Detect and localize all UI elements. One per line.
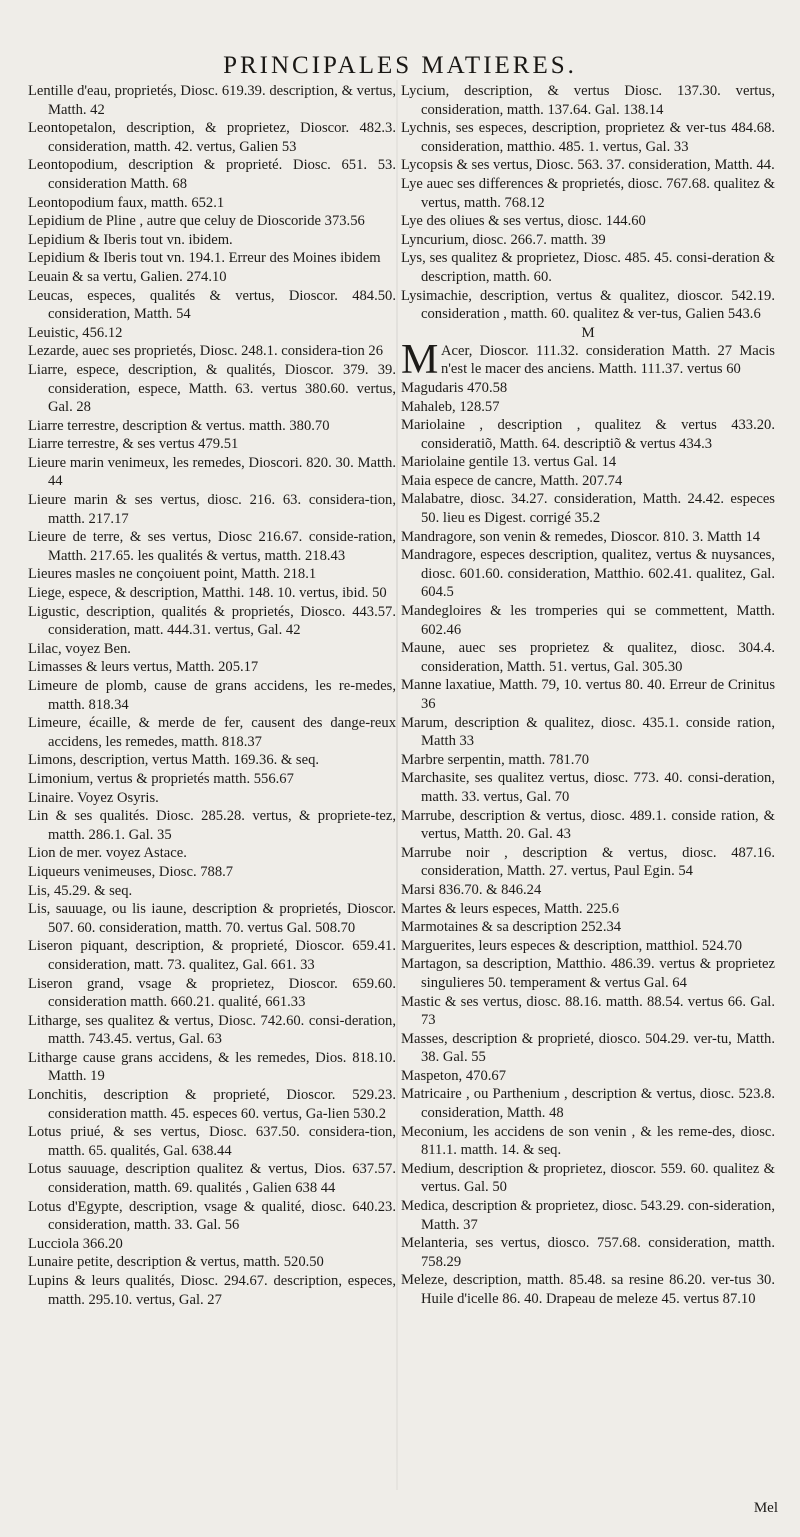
index-entry: Masses, description & proprieté, diosco. 504.29. ver-tu, Matth. 38. Gal. 55 [401,1030,775,1066]
index-entry: Lunaire petite, description & vertus, matth. 520.50 [28,1254,324,1271]
index-entry: Marum, description & qualitez, diosc. 435.1. conside ration, Matth 33 [401,714,775,750]
page-header: PRINCIPALES MATIERES. [223,52,577,79]
dropcap-entry-text: Acer, Dioscor. 111.32. consideration Matth. 27 Macis n'est le macer des anciens. Matth. 111.37. vertus 60 [441,342,775,378]
index-entry: Leontopetalon, description, & proprietez, Dioscor. 482.3. consideration, matth. 42. vertus, Galien 53 [28,120,396,155]
index-entry: Martes & leurs especes, Matth. 225.6 [401,900,620,917]
index-entry: Liarre, espece, description, & qualités, Dioscor. 379. 39. consideration, espece, Matth. 63. vertus 380.60. vertus, Gal. 28 [28,361,396,416]
index-entry: Mahaleb, 128.57 [401,398,500,415]
index-entry: Mariolaine gentile 13. vertus Gal. 14 [401,454,617,471]
index-entry: Lys, ses qualitez & proprietez, Diosc. 485. 45. consi-deration & description, matth. 60. [401,250,775,285]
index-entry: Lyncurium, diosc. 266.7. matth. 39 [401,231,606,248]
index-entry: Limasses & leurs vertus, Matth. 205.17 [28,659,259,676]
index-entry: Mandragore, especes description, qualitez, vertus & nuysances, diosc. 601.60. consideration, Matthio. 602.41. qualitez, Gal. 604.5 [401,547,775,601]
index-entry: Meleze, description, matth. 85.48. sa resine 86.20. ver-tus 30. Huile d'icelle 86. 40. Drapeau de meleze 45. vertus 87.10 [401,1272,775,1307]
index-entry: Lysimachie, description, vertus & qualitez, dioscor. 542.19. consideration , matth. 60. qualitez & ver-tus, Galien 543.6 [401,287,775,323]
index-entry: Liseron piquant, description, & proprieté, Dioscor. 659.41. consideration, matt. 73. qualitez, Gal. 661. 33 [28,938,396,973]
index-entry: Lotus d'Egypte, description, vsage & qualité, diosc. 640.23. consideration, matth. 33. Gal. 56 [28,1198,396,1234]
index-entry: Liqueurs venimeuses, Diosc. 788.7 [28,863,234,880]
index-entry: Maia espece de cancre, Matth. 207.74 [401,472,623,489]
index-entry: Marguerites, leurs especes & description, matthiol. 524.70 [401,937,742,954]
dropcap-entry [401,336,775,383]
index-entry: Litharge cause grans accidens, & les remedes, Dios. 818.10. Matth. 19 [28,1049,396,1085]
index-entry: Lentille d'eau, proprietés, Diosc. 619.39. description, & vertus, Matth. 42 [28,83,396,118]
left-column [28,82,396,1309]
index-entry: Mastic & ses vertus, diosc. 88.16. matth. 88.54. vertus 66. Gal. 73 [401,993,775,1029]
section-letter: M [581,324,595,341]
index-entry: Magudaris 470.58 [401,379,508,396]
right-column [401,82,775,1309]
index-entry: Lotus priué, & ses vertus, Diosc. 637.50. considera-tion, matth. 65. qualités, Gal. 638.44 [28,1124,396,1159]
index-entry: Limons, description, vertus Matth. 169.36. & seq. [28,752,320,769]
index-entry: Lis, 45.29. & seq. [28,882,133,899]
index-entry: Lezarde, auec ses proprietés, Diosc. 248.1. considera-tion 26 [28,343,383,360]
index-entry: Manne laxatiue, Matth. 79, 10. vertus 80. 40. Erreur de Crinitus 36 [401,677,775,712]
index-entry: Leuistic, 456.12 [28,324,123,341]
index-entry: Leucas, especes, qualités & vertus, Dioscor. 484.50. consideration, Matth. 54 [28,287,396,323]
index-entry: Medica, description & proprietez, diosc. 543.29. con-sideration, Matth. 37 [401,1198,775,1233]
index-entry: Martagon, sa description, Matthio. 486.39. vertus & proprietez singulieres 50. temperament & vertus Gal. 64 [401,956,775,991]
index-entry: Limeure de plomb, cause de grans accidens, les re-medes, matth. 818.34 [28,678,396,713]
index-entry: Maune, auec ses proprietez & qualitez, diosc. 304.4. consideration, Matth. 51. vertus, Gal. 305.30 [401,640,775,675]
index-entry: Lycopsis & ses vertus, Diosc. 563. 37. consideration, Matth. 44. [401,157,775,174]
index-entry: Limeure, écaille, & merde de fer, causent des dange-reux accidens, les remedes, matth. 818.37 [28,715,396,750]
index-entry: Mandragore, son venin & remedes, Dioscor. 810. 3. Matth 14 [401,528,761,545]
catchword: Mel [753,1500,778,1516]
column-gutter [396,80,398,1490]
index-entry: Lucciola 366.20 [28,1235,123,1252]
index-entry: Liseron grand, vsage & proprietez, Dioscor. 659.60. consideration matth. 660.21. qualité, 661.33 [28,975,396,1011]
index-entry: Medium, description & proprietez, dioscor. 559. 60. qualitez & vertus. Gal. 50 [401,1160,775,1196]
index-entry: Liege, espece, & description, Matthi. 148. 10. vertus, ibid. 50 [28,585,387,602]
index-entry: Lepidium de Pline , autre que celuy de Dioscoride 373.56 [28,213,365,230]
index-entry: Ligustic, description, qualités & proprietés, Dioscο. 443.57. consideration, matt. 444.31. vertus, Gal. 42 [28,603,396,639]
index-entry: Malabatre, diosc. 34.27. consideration, Matth. 24.42. especes 50. lieu es Digest. corrigé 35.2 [401,491,775,527]
index-entry: Lilac, voyez Ben. [28,640,131,657]
index-entry: Linaire. Voyez Osyris. [28,789,159,806]
index-entry: Lye des oliues & ses vertus, diosc. 144.60 [401,213,646,230]
index-entry: Lotus sauuage, description qualitez & vertus, Dios. 637.57. consideration, matth. 69. qualités , Galien 638 44 [28,1161,396,1197]
index-entry: Lieure marin venimeux, les remedes, Dioscori. 820. 30. Matth. 44 [28,454,396,490]
index-entry: Lychnis, ses especes, description, proprietez & ver-tus 484.68. consideration, matthio. 485. 1. vertus, Gal. 33 [401,120,775,155]
index-entry: Melanteria, ses vertus, diosco. 757.68. consideration, matth. 758.29 [401,1235,775,1270]
index-entry: Marrube, description & vertus, diosc. 489.1. conside ration, & vertus, Matth. 20. Gal. 43 [401,807,775,843]
index-entry: Lycium, description, & vertus Diosc. 137.30. vertus, consideration, matth. 137.64. Gal. 138.14 [401,83,775,118]
index-entry: Liarre terrestre, description & vertus. matth. 380.70 [28,417,330,434]
index-entry: Marbre serpentin, matth. 781.70 [401,751,590,768]
index-entry: Lupins & leurs qualités, Diosc. 294.67. description, especes, matth. 295.10. vertus, Gal. 27 [28,1273,396,1308]
index-entry: Marrube noir , description & vertus, diosc. 487.16. consideration, Matth. 27. vertus, Paul Egin. 54 [401,844,775,880]
index-entry: Lepidium & Iberis tout vn. 194.1. Erreur des Moines ibidem [28,250,381,267]
index-entry: Liarre terrestre, & ses vertus 479.51 [28,436,239,453]
index-entry: Lieures masles ne conçoiuent point, Matth. 218.1 [28,566,317,583]
index-entry: Mariolaine , description , qualitez & vertus 433.20. consideratiõ, Matth. 64. descriptiõ & vertus 434.3 [401,417,775,452]
index-entry: Marmotaines & sa description 252.34 [401,919,622,936]
index-entry: Lepidium & Iberis tout vn. ibidem. [28,231,233,248]
index-entry: Limonium, vertus & proprietés matth. 556.67 [28,770,294,787]
index-entry: Lieure marin & ses vertus, diosc. 216. 63. considera-tion, matth. 217.17 [28,492,396,527]
index-entry: Leontopodium, description & proprieté. Diosc. 651. 53. consideration Matth. 68 [28,157,396,192]
index-entry: Lonchitis, description & proprieté, Dioscor. 529.23. consideration matth. 45. especes 60. vertus, Ga-lien 530.2 [28,1087,396,1122]
index-entry: Lye auec ses differences & proprietés, diosc. 767.68. qualitez & vertus, matth. 768.12 [401,175,775,211]
index-entry: Leuain & sa vertu, Galien. 274.10 [28,268,227,285]
index-entry: Maspeton, 470.67 [401,1067,506,1084]
index-entry: Lin & ses qualités. Diosc. 285.28. vertus, & propriete-tez, matth. 286.1. Gal. 35 [28,808,396,843]
index-entry: Lis, sauuage, ou lis iaune, description & proprietés, Dioscor. 507. 60. consideration, matth. 70. vertus Gal. 508.70 [28,901,396,936]
index-entry: Marsi 836.70. & 846.24 [401,881,542,898]
index-entry: Marchasite, ses qualitez vertus, diosc. 773. 40. consi-deration, matth. 33. vertus, Gal. 70 [401,770,775,805]
index-entry: Leontopodium faux, matth. 652.1 [28,194,225,211]
index-entry: Lion de mer. voyez Astace. [28,845,187,862]
index-entry: Matricaire , ou Parthenium , description & vertus, diosc. 523.8. consideration, Matth. 48 [401,1086,775,1122]
index-entry: Lieure de terre, & ses vertus, Diosc 216.67. conside-ration, Matth. 217.65. les qualités & vertus, matth. 218.43 [28,529,396,564]
index-entry: Mandegloires & les tromperies qui se commettent, Matth. 602.46 [401,603,775,638]
index-entry: Litharge, ses qualitez & vertus, Diosc. 742.60. consi-deration, matth. 743.45. vertus, Gal. 63 [28,1012,396,1048]
index-entry: Meconium, les accidens de son venin , & les reme-des, diosc. 811.1. matth. 14. & seq. [401,1123,775,1159]
dropcap-letter: M [401,336,439,383]
